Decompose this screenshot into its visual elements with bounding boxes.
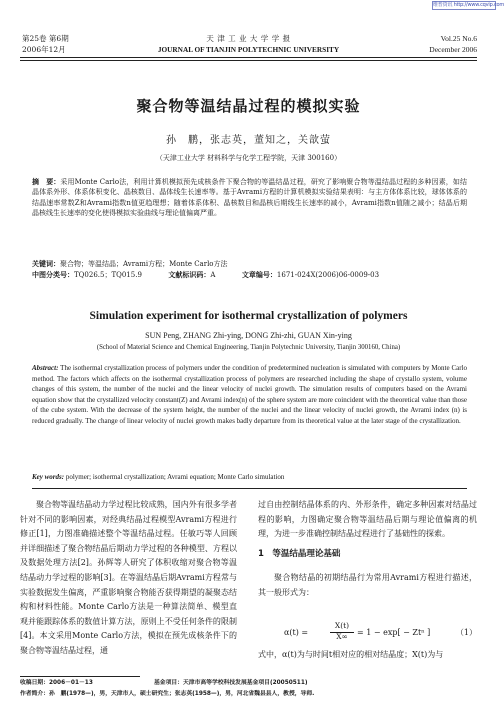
keywords-en [32, 472, 467, 483]
keywords-en-text: polymer; isothermal crystallization; Avrami equation; Monte Carlo simulation [65, 473, 285, 481]
header-date-cn: 2006年12月 [22, 45, 66, 54]
header-rule-thick [20, 57, 477, 58]
affiliation-en: (School of Material Science and Chemical Engineering, Tianjin Polytechnic University, Tianjin 300160, China) [96, 344, 401, 351]
body-paragraph: 聚合物结晶的初期结晶行为常用Avrami方程进行描述，其一般形式为： [258, 573, 477, 597]
authors-en: SUN Peng, ZHANG Zhi-ying, DONG Zhi-zhi, GUAN Xin-ying [145, 331, 352, 340]
header-volume-en: Vol.25 No.6 [440, 34, 477, 43]
equation-1 [258, 621, 477, 643]
eq-numerator: X(t) [334, 621, 350, 630]
eq-lhs: α(t) = [284, 628, 309, 637]
section-heading: 1 等温结晶理论基础 [258, 549, 341, 559]
authors-cn: 孙 鹏，张志英，董知之，关歆萤 [166, 135, 331, 146]
affiliation-cn: （天津工业大学 材料科学与化学工程学院，天津 300160） [155, 154, 342, 162]
article-no-value: 1671-024X(2006)06-0009-03 [276, 271, 380, 279]
footnote-fund-text: 基金项目：天津市高等学校科技发展基金项目(20050511) [154, 680, 308, 686]
abstract-cn [32, 177, 467, 218]
clc-value: TQ026.5；TQ015.9 [74, 271, 142, 279]
eq-rhs: = 1 − exp[ − Ztⁿ ] [357, 628, 431, 637]
paper-title-cn: 聚合物等温结晶过程的模拟实验 [136, 97, 361, 115]
header-rule-thin [20, 60, 477, 61]
footnote-bio [20, 689, 314, 699]
keywords-en-label: Key words: [32, 473, 65, 481]
after-equation-text [258, 648, 477, 663]
abstract-rule [32, 488, 467, 489]
header-journal-en: JOURNAL OF TIANJIN POLYTECHNIC UNIVERSITY [157, 45, 340, 54]
source-stamp: 维普资讯 http://www.cqvip.com [433, 2, 504, 8]
paper-title-en: Simulation experiment for isothermal crystallization of polymers [89, 310, 408, 322]
doc-code-value: A [210, 271, 216, 279]
abstract-en-label: Abstract: [32, 364, 59, 372]
classification-line [32, 270, 467, 280]
body-paragraph: 过自由控制结晶体系的内、外形条件，确定多种因素对结晶过程的影响，力图确定聚合物等温结晶后期与理论值偏离的机理，为进一步准确控制结晶过程进行了基础性的探索。 [258, 500, 477, 539]
eq-denominator: X∞ [336, 632, 348, 641]
body-left-column [20, 498, 237, 659]
body-right-column [258, 498, 477, 542]
keywords-cn [32, 259, 467, 269]
article-no-label: 文章编号： [241, 271, 277, 279]
section-paragraph [258, 571, 477, 600]
keywords-cn-label: 关键词： [32, 260, 60, 268]
abstract-cn-label: 摘 要： [32, 178, 61, 186]
keywords-cn-text: 聚合物；等温结晶；Avrami方程；Monte Carlo方法 [60, 260, 228, 268]
doc-code-label: 文献标识码： [168, 271, 211, 279]
footnote-fund [154, 678, 308, 688]
footnote-bio-text: 作者简介：孙 鹏(1978—)，男，天津市人，硕士研究生；张志英(1958—)，男，河北省魏县县人，教授，导师. [20, 691, 315, 697]
footnote-received [20, 678, 93, 688]
abstract-en [32, 363, 467, 427]
abstract-en-text: The isothermal crystallization process of polymers under the condition of predetermined nucleation is simulated with computers by Monte Carlo method. The factors which affects on the isothermal crystallization process of polymers are researched including the shape of crystallo system, volume changes of this system, the number of the nuclei and the linear velocity of nuclei growth. The simulation results of computers based on the Avrami equation show that the crystallized velocity constant(Z) and Avrami index(n) of the sphere system are more coincident with the theoretical value than those of the cube system. With the decrease of the system height, the number of the nuclei and the linear velocity of nuclei growth, the Avrami index (n) is reduced gradually. The change of linear velocity of nuclei growth makes badly departure from its theoretical value at the later stage of the crystallization. [32, 364, 467, 425]
footnote-rule [20, 676, 140, 677]
body-paragraph: 式中，α(t)为与时间t相对应的相对结晶度；X(t)为与 [258, 650, 444, 659]
body-paragraph: 聚合物等温结晶动力学过程比较成熟，国内外有很多学者针对不同的影响因素，对经典结晶过程模型Avrami方程进行修正[1]，力图准确描述整个等温结晶过程。任敏巧等人回顾并详细描述了聚合物结晶后期动力学过程的各种模型、方程以及数据处理方法[2]。孙辉等人研究了体积收缩对聚合物等温结晶动力学过程的影响[3]。在等温结晶后期Avrami方程常与实验数据发生偏离，严重影响聚合物能否获得期望的凝聚态结构和材料性能。Monte Carlo方法是一种算法简单、模型直观并能跟踪体系的数值计算方法，原则上不受任何条件的限制[4]。本文采用Monte Carlo方法，模拟在预先成核条件下的聚合物等温结晶过程，通 [20, 500, 237, 655]
eq-number: （1） [455, 628, 477, 637]
abstract-cn-text: 采用Monte Carlo法，利用计算机模拟预先成核条件下聚合物的等温结晶过程，研究了影响聚合物等温结晶过程的多种因素，如结晶体系外形、体系体积变化、晶核数目、晶体线生长速率等。基于Avrami方程的计算机模拟实验结果表明：与主方体体系比较，球体体系的结晶速率常数Z和Avrami指数n值更趋理想；随着体系体积、晶核数目和晶核后期线生长速率的减小，Avrami指数n值随之减小；结晶后期晶核线生长速率的变化使得模拟实验曲线与理论值偏离严重。 [32, 178, 467, 217]
header-journal-cn: 天 津 工 业 大 学 学 报 [206, 34, 291, 43]
header-date-en: December 2006 [429, 45, 477, 54]
footnote-received-text: 收稿日期：2006－01－13 [20, 680, 93, 686]
clc-label: 中图分类号： [32, 271, 74, 279]
header-volume-cn: 第25卷 第6期 [22, 34, 69, 43]
